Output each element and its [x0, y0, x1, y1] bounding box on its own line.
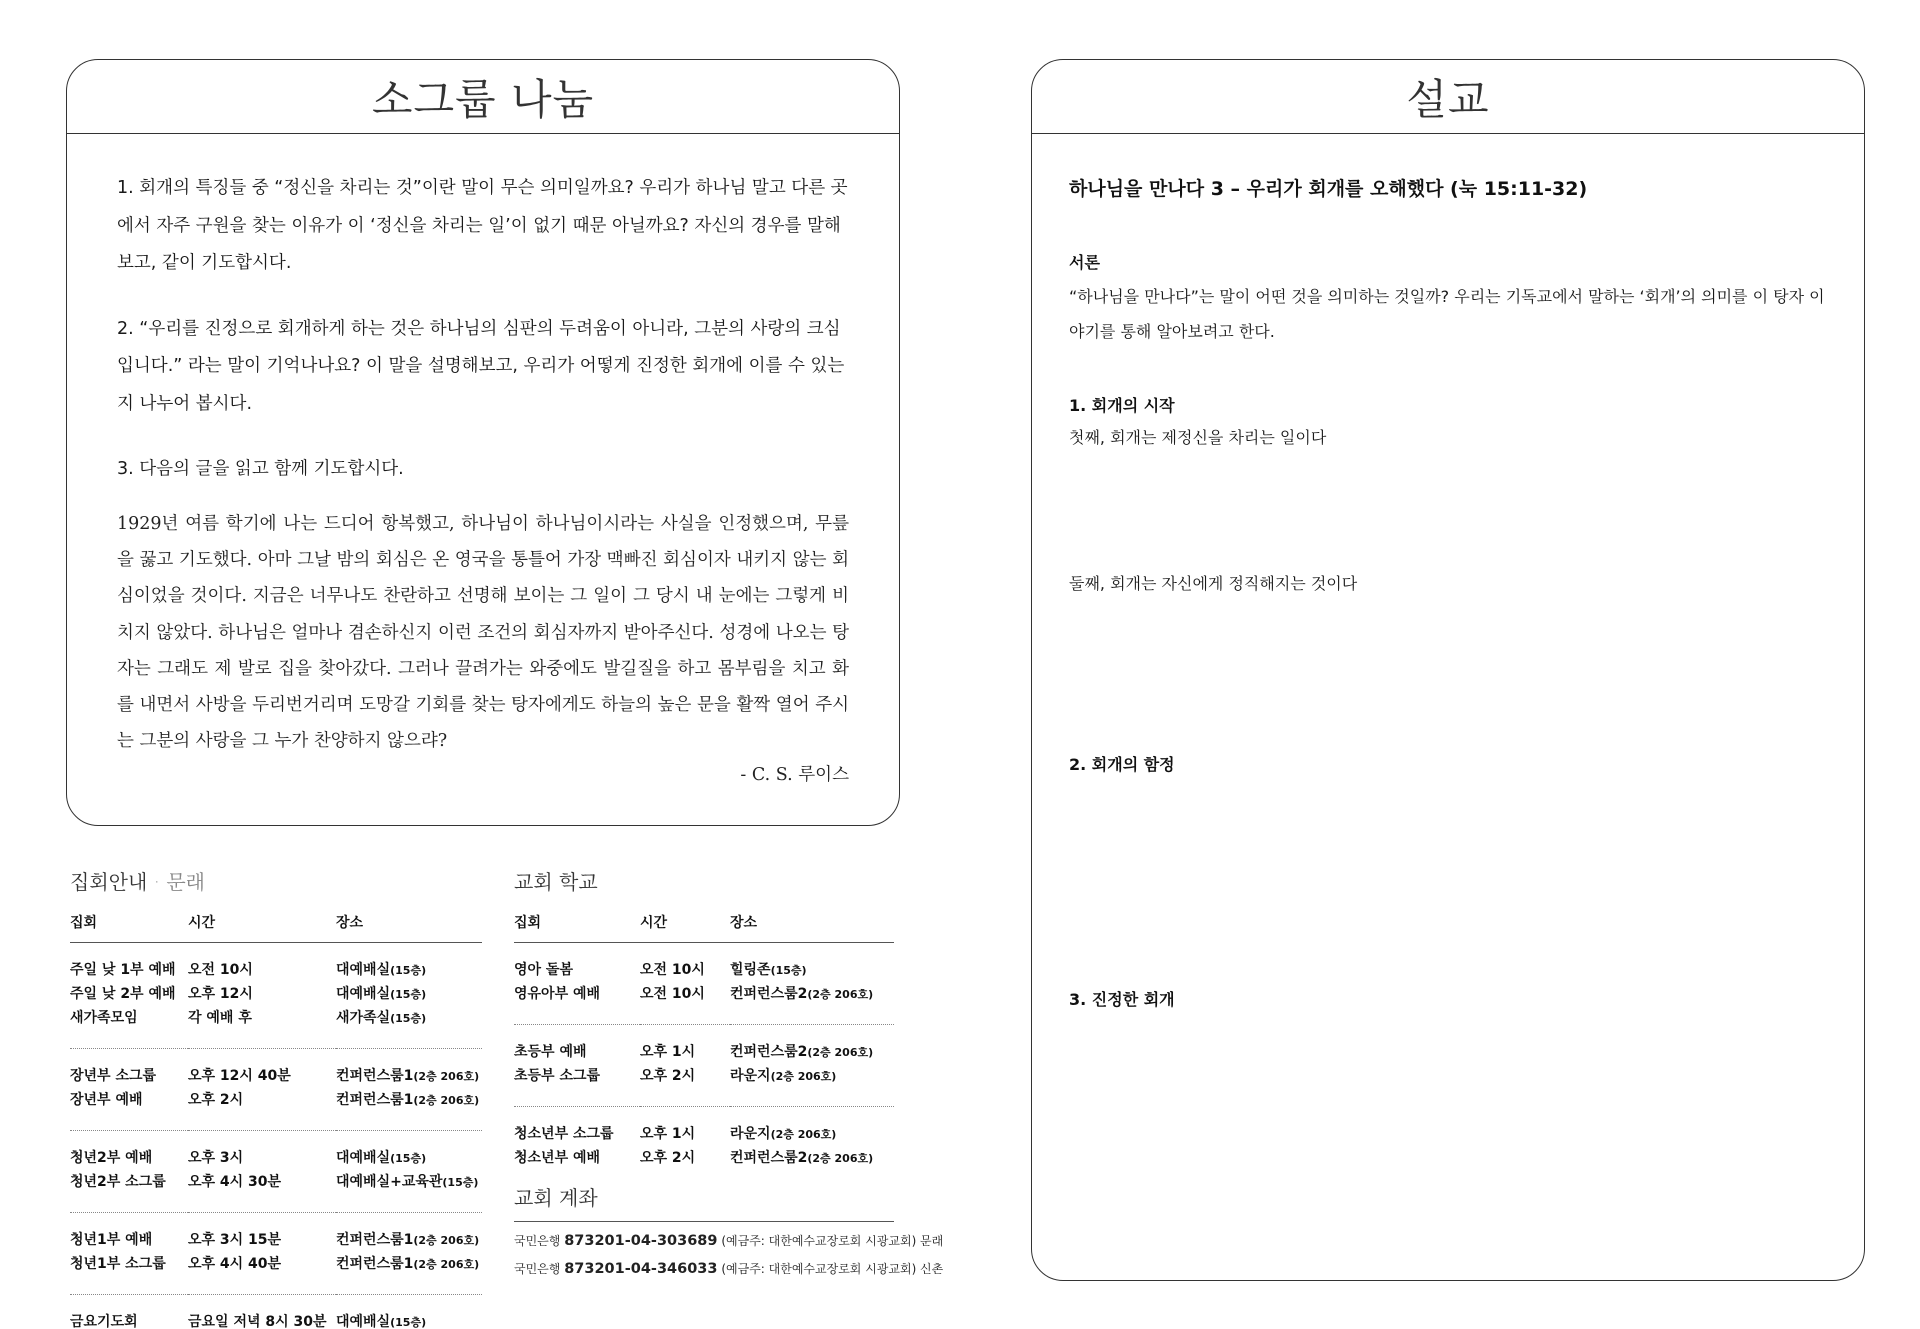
meeting-time: 오후 1시	[640, 1043, 696, 1060]
table-row	[514, 957, 894, 981]
meetings-title	[70, 866, 205, 895]
sermon-panel	[1031, 59, 1865, 1281]
meeting-name: 주일 낮 1부 예배	[70, 961, 176, 978]
meetings-header-row	[70, 912, 482, 943]
meeting-time: 오후 3시 15분	[188, 1231, 282, 1248]
meeting-name: 청소년부 예배	[514, 1149, 601, 1166]
table-row	[70, 1169, 482, 1193]
place-floor: (2층 206호)	[413, 1233, 480, 1247]
sermon-title: 하나님을 만나다 3 – 우리가 회개를 오해했다 (눅 15:11-32)	[1069, 178, 1588, 200]
account-line	[514, 1260, 943, 1277]
place-name: 대예배실+교육관	[336, 1173, 443, 1190]
place-floor: (2층 206호)	[413, 1069, 480, 1083]
meeting-place	[336, 1063, 482, 1087]
place-floor: (2층 206호)	[770, 1127, 837, 1141]
table-row	[70, 1063, 482, 1087]
meeting-time: 오후 3시	[188, 1149, 244, 1166]
question-2: 2. “우리를 진정으로 회개하게 하는 것은 하나님의 심판의 두려움이 아니라, 그분의 사랑의 크심입니다.” 라는 말이 기억나나요? 이 말을 설명해보고, 우리가 어떻게 진정한 회개에 이를 수 있는지 나누어 봅시다.	[117, 318, 845, 414]
account-holder: (예금주: 대한예수교장로회 시광교회) 문래	[721, 1234, 944, 1248]
meeting-name: 청년1부 소그룹	[70, 1255, 166, 1272]
row-spacer	[70, 943, 482, 957]
group-divider	[514, 1087, 894, 1107]
meeting-time: 오전 10시	[640, 985, 705, 1002]
meeting-place	[730, 1039, 894, 1063]
place-name: 컨퍼런스룸2	[730, 985, 808, 1002]
meeting-place	[336, 1145, 482, 1169]
meeting-place	[336, 1087, 482, 1111]
meeting-place	[336, 1251, 482, 1275]
place-floor: (2층 206호)	[413, 1093, 480, 1107]
account-bank: 국민은행	[514, 1262, 561, 1276]
place-floor: (2층 206호)	[807, 987, 874, 1001]
small-group-panel	[66, 59, 900, 826]
meeting-name: 청년2부 예배	[70, 1149, 153, 1166]
question-1: 1. 회개의 특징들 중 “정신을 차리는 것”이란 말이 무슨 의미일까요? 우리가 하나님 말고 다른 곳에서 자주 구원을 찾는 이유가 이 ‘정신을 차리는 일’이 없기 때문 아닐까요? 자신의 경우를 말해보고, 같이 기도합시다.	[117, 178, 848, 273]
accounts-title: 교회 계좌	[514, 1186, 598, 1210]
school-table	[514, 912, 894, 1169]
row-spacer	[70, 1131, 482, 1145]
meeting-name: 청년1부 예배	[70, 1231, 153, 1248]
group-divider	[514, 1005, 894, 1025]
row-spacer	[70, 1295, 482, 1309]
school-header-row	[514, 912, 894, 943]
school-title: 교회 학교	[514, 870, 598, 894]
place-name: 대예배실	[336, 1149, 391, 1166]
meeting-time: 오후 12시 40분	[188, 1067, 291, 1084]
section-2	[1069, 752, 1830, 775]
place-name: 컨퍼런스룸1	[336, 1255, 414, 1272]
meetings-table	[70, 912, 482, 1329]
group-divider	[70, 1275, 482, 1295]
meetings-col-place: 장소	[336, 912, 482, 943]
place-name: 컨퍼런스룸1	[336, 1231, 414, 1248]
intro-heading: 서론	[1069, 253, 1100, 272]
place-name: 대예배실	[336, 1313, 391, 1329]
meeting-name: 새가족모임	[70, 1009, 138, 1026]
group-divider	[70, 1193, 482, 1213]
table-row	[70, 1145, 482, 1169]
meeting-time: 오후 4시 30분	[188, 1173, 282, 1190]
section-1-second-wrap	[1069, 566, 1830, 601]
table-row	[514, 1145, 894, 1169]
row-spacer	[514, 1025, 894, 1039]
accounts-rule	[514, 1221, 894, 1222]
place-name: 새가족실	[336, 1009, 391, 1026]
place-name: 컨퍼런스룸1	[336, 1091, 414, 1108]
meeting-time: 오후 2시	[640, 1149, 696, 1166]
meeting-time: 오후 2시	[640, 1067, 696, 1084]
school-col-meeting: 집회	[514, 912, 640, 943]
meeting-time: 오전 10시	[188, 961, 253, 978]
meeting-name: 청소년부 소그룹	[514, 1125, 614, 1142]
meeting-name: 청년2부 소그룹	[70, 1173, 166, 1190]
meeting-time: 금요일 저녁 8시 30분	[188, 1313, 327, 1329]
table-row	[70, 981, 482, 1005]
place-name: 라운지	[730, 1125, 771, 1142]
lewis-quote: 1929년 여름 학기에 나는 드디어 항복했고, 하나님이 하나님이시라는 사실을 인정했으며, 무릎을 꿇고 기도했다. 아마 그날 밤의 회심은 온 영국을 통틀어 가장 맥빠진 회심이자 내키지 않는 회심이었을 것이다. 지금은 너무나도 찬란하고 선명해 보이는 그 일이 그 당시 내 눈에는 그렇게 비치지 않았다. 하나님은 얼마나 겸손하신지 이런 조건의 회심자까지 받아주신다. 성경에 나오는 탕자는 그래도 제 발로 집을 찾아갔다. 그러나 끌려가는 와중에도 발길질을 하고 몸부림을 치고 화를 내면서 사방을 두리번거리며 도망갈 기회를 찾는 탕자에게도 하늘의 높은 문을 활짝 열어 주시는 그분의 사랑을 그 누가 찬양하지 않으랴?	[117, 514, 850, 752]
meeting-name: 장년부 예배	[70, 1091, 143, 1108]
meeting-place	[730, 1063, 894, 1087]
place-name: 대예배실	[336, 961, 391, 978]
section-1-heading: 1. 회개의 시작	[1069, 396, 1175, 415]
meeting-place	[336, 1169, 482, 1193]
place-floor: (15층)	[390, 1315, 427, 1329]
row-spacer	[70, 1049, 482, 1063]
sermon-panel-title: 설교	[1032, 60, 1864, 134]
meeting-time: 오후 1시	[640, 1125, 696, 1142]
meeting-time: 오전 10시	[640, 961, 705, 978]
table-row	[514, 1063, 894, 1087]
section-3-heading: 3. 진정한 회개	[1069, 990, 1175, 1009]
place-name: 컨퍼런스룸2	[730, 1149, 808, 1166]
meeting-place	[730, 1145, 894, 1169]
table-row	[70, 1087, 482, 1111]
meetings-col-meeting: 집회	[70, 912, 188, 943]
meeting-place	[730, 1121, 894, 1145]
account-number: 873201-04-346033	[564, 1261, 718, 1277]
meeting-name: 영아 돌봄	[514, 961, 573, 978]
meeting-place	[730, 957, 894, 981]
place-floor: (15층)	[390, 987, 427, 1001]
place-name: 컨퍼런스룸1	[336, 1067, 414, 1084]
section-1-first: 첫째, 회개는 제정신을 차리는 일이다	[1069, 428, 1327, 447]
place-floor: (2층 206호)	[770, 1069, 837, 1083]
place-floor: (15층)	[390, 1011, 427, 1025]
meeting-time: 오후 12시	[188, 985, 253, 1002]
row-spacer	[70, 1213, 482, 1227]
meeting-place	[336, 1309, 482, 1329]
meetings-col-time: 시간	[188, 912, 336, 943]
account-line	[514, 1232, 943, 1249]
row-spacer	[514, 1107, 894, 1121]
place-name: 컨퍼런스룸2	[730, 1043, 808, 1060]
account-bank: 국민은행	[514, 1234, 561, 1248]
place-floor: (15층)	[390, 1151, 427, 1165]
place-floor: (15층)	[390, 963, 427, 977]
meeting-place	[336, 1005, 482, 1029]
section-3	[1069, 987, 1830, 1010]
meeting-name: 장년부 소그룹	[70, 1067, 157, 1084]
small-group-title: 소그룹 나눔	[67, 60, 899, 134]
meeting-place	[336, 981, 482, 1005]
table-row	[514, 1121, 894, 1145]
meeting-name: 초등부 소그룹	[514, 1067, 601, 1084]
account-number: 873201-04-303689	[564, 1233, 718, 1249]
place-floor: (2층 206호)	[807, 1151, 874, 1165]
intro-text: “하나님을 만나다”는 말이 어떤 것을 의미하는 것일까? 우리는 기독교에서 말하는 ‘회개’의 의미를 이 탕자 이야기를 통해 알아보려고 한다.	[1069, 287, 1825, 341]
meeting-time: 각 예배 후	[188, 1009, 252, 1026]
meeting-place	[730, 981, 894, 1005]
school-col-time: 시간	[640, 912, 730, 943]
meeting-name: 초등부 예배	[514, 1043, 587, 1060]
place-floor: (15층)	[442, 1175, 479, 1189]
section-1	[1069, 393, 1830, 455]
section-2-heading: 2. 회개의 함정	[1069, 755, 1175, 774]
question-3: 3. 다음의 글을 읽고 함께 기도합시다.	[117, 459, 404, 479]
section-1-second: 둘째, 회개는 자신에게 정직해지는 것이다	[1069, 574, 1358, 593]
table-row	[70, 957, 482, 981]
table-row	[70, 1005, 482, 1029]
place-name: 힐링존	[730, 961, 771, 978]
meeting-name: 영유아부 예배	[514, 985, 601, 1002]
quote-author: - C. S. 루이스	[740, 765, 849, 786]
meeting-time: 오후 4시 40분	[188, 1255, 282, 1272]
intro-section	[1069, 250, 1830, 349]
meeting-name: 금요기도회	[70, 1313, 138, 1329]
place-floor: (2층 206호)	[807, 1045, 874, 1059]
group-divider	[70, 1111, 482, 1131]
meetings-title-location: · 문래	[147, 870, 205, 894]
meeting-place	[336, 1227, 482, 1251]
meeting-name: 주일 낮 2부 예배	[70, 985, 176, 1002]
table-row	[70, 1227, 482, 1251]
place-name: 라운지	[730, 1067, 771, 1084]
place-floor: (2층 206호)	[413, 1257, 480, 1271]
table-row	[70, 1309, 482, 1329]
meeting-place	[336, 957, 482, 981]
meeting-time: 오후 2시	[188, 1091, 244, 1108]
table-row	[514, 1039, 894, 1063]
place-floor: (15층)	[770, 963, 807, 977]
table-row	[514, 981, 894, 1005]
row-spacer	[514, 943, 894, 957]
school-col-place: 장소	[730, 912, 894, 943]
table-row	[70, 1251, 482, 1275]
meetings-title-main: 집회안내	[70, 870, 148, 894]
group-divider	[70, 1029, 482, 1049]
place-name: 대예배실	[336, 985, 391, 1002]
account-holder: (예금주: 대한예수교장로회 시광교회) 신촌	[721, 1262, 944, 1276]
